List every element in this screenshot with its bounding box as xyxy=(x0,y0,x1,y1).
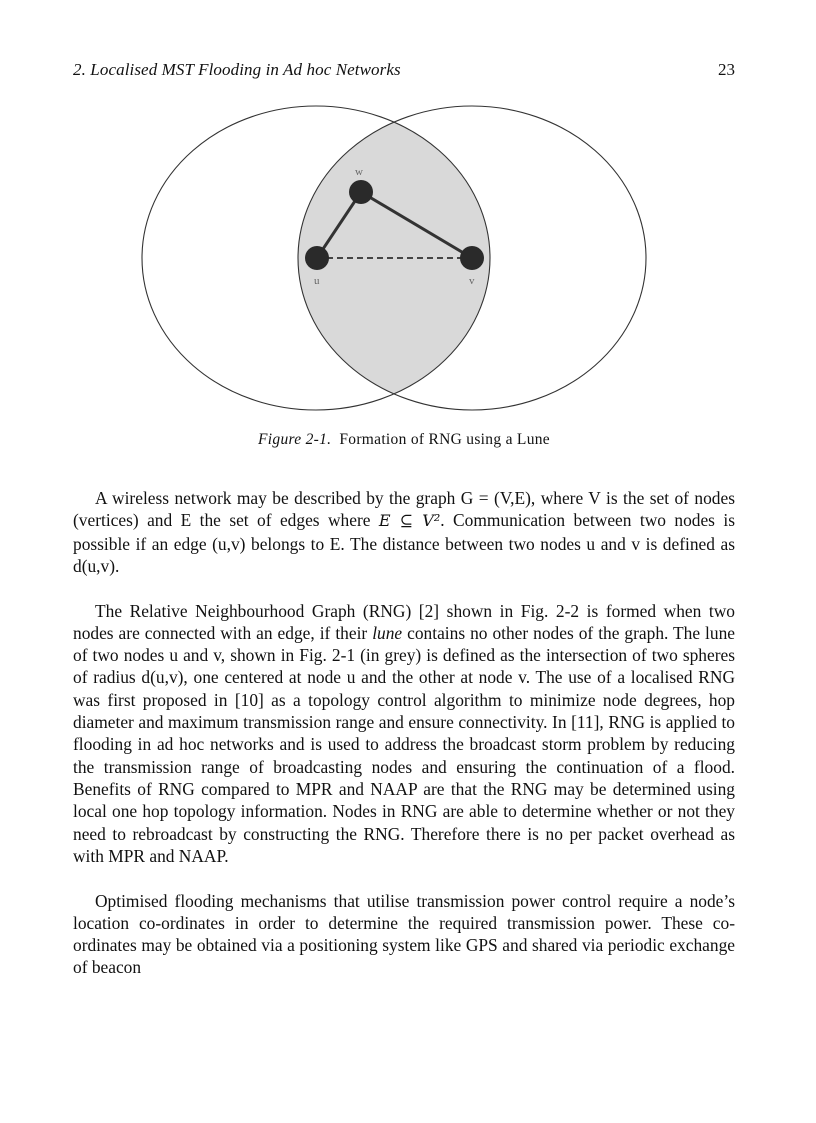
node-w-label: w xyxy=(355,166,363,178)
paragraph-1-text-a: A wireless network may be described by the graph G = (V,E), where V is the set of nodes (vertices) and E the set of edges where xyxy=(73,488,735,531)
edge-subset-formula: E ⊆ V² xyxy=(378,511,441,531)
figure-caption xyxy=(73,431,735,449)
paragraph-2-text-b: contains no other nodes of the graph. The lune of two nodes u and v, shown in Fig. 2-1 (in grey) is defined as the intersection of two spheres of radius d(u,v), one centered at node u and the other at node v. The use of a localised RNG was first proposed in [10] as a topology control algorithm to minimize node degrees, hop diameter and maximum transmission range and ensure connectivity. In [11], RNG is applied to flooding in ad hoc networks and is used to address the broadcast storm problem by reducing the transmission range of broadcasting nodes and ensuring the continuation of a flood. Benefits of RNG compared to MPR and NAAP are that the RNG may be determined using local one hop topology information. Nodes in RNG are able to determine whether or not they need to rebroadcast by constructing the RNG. Therefore there is no per packet overhead as with MPR and NAAP. xyxy=(73,622,736,866)
paragraph-1-text-b: . Communication between two nodes is possible if an edge (u,v) belongs to E. The distance between two nodes u and v is defined as d(u,v). xyxy=(73,510,735,576)
node-u xyxy=(305,246,329,270)
lune-diagram xyxy=(140,100,650,416)
lune-term: lune xyxy=(372,622,403,643)
running-title: 2. Localised MST Flooding in Ad hoc Networks xyxy=(73,60,401,79)
caption-text: Formation of RNG using a Lune xyxy=(339,431,550,448)
lune-figure xyxy=(140,100,650,416)
paragraph-3: Optimised flooding mechanisms that utilise transmission power control require a node’s location co-ordinates in order to determine the required transmission power. These co-ordinates may be obtained via a positioning system like GPS and shared via periodic exchange of beacon xyxy=(73,890,735,978)
caption-label: Figure 2-1. xyxy=(258,431,332,448)
node-w xyxy=(349,180,373,204)
paragraph-1 xyxy=(73,487,735,577)
page-number: 23 xyxy=(718,60,735,79)
body-text xyxy=(73,487,735,979)
paragraph-2-text-a: The Relative Neighbourhood Graph (RNG) [2] shown in Fig. 2-2 is formed when two nodes are connected with an edge, if their xyxy=(73,600,735,643)
running-head xyxy=(73,60,735,84)
node-v xyxy=(460,246,484,270)
node-v-label: v xyxy=(469,275,475,287)
paragraph-2 xyxy=(73,600,735,868)
node-u-label: u xyxy=(314,275,320,287)
